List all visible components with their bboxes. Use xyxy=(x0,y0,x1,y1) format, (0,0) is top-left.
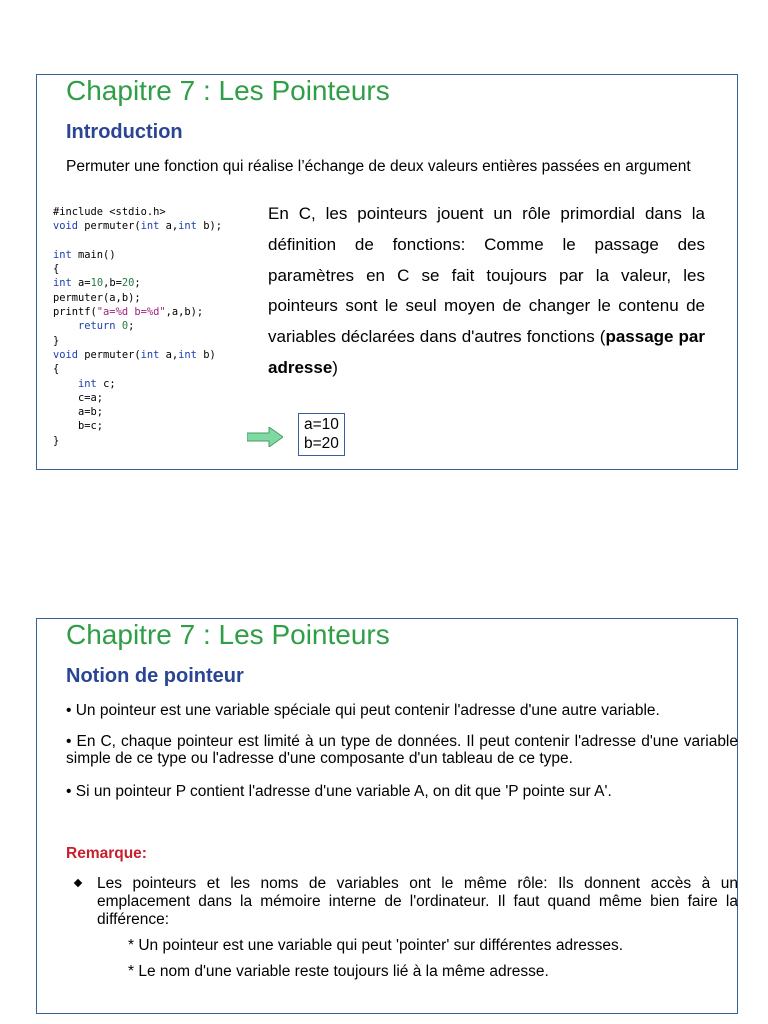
code-line: } xyxy=(53,334,60,347)
section-heading: Notion de pointeur xyxy=(66,665,244,687)
section-heading: Introduction xyxy=(66,121,183,143)
code-line xyxy=(53,234,263,248)
code-line: #include <stdio.h> xyxy=(53,206,166,218)
slide-introduction xyxy=(36,74,738,470)
slide-title: Chapitre 7 : Les Pointeurs xyxy=(66,619,390,650)
paragraph-open: ( xyxy=(599,327,606,347)
slide-notion-pointeur xyxy=(36,618,738,1014)
code-line: b=c; xyxy=(53,420,104,433)
code-line: { xyxy=(53,263,60,276)
code-line: return 0; xyxy=(78,320,135,333)
output-line: b=20 xyxy=(304,434,339,452)
slide-title: Chapitre 7 : Les Pointeurs xyxy=(66,75,390,106)
intro-text: Permuter une fonction qui réalise l’échange de deux valeurs entières passées en argument xyxy=(66,158,691,175)
remark-text: Les pointeurs et les noms de variables ont le même rôle: Ils donnent accès à un emplacement dans la mémoire interne de l'ordinateur. Il faut quand même bien faire la différence: xyxy=(97,875,738,928)
code-line: a=b; xyxy=(53,406,104,419)
code-line: } xyxy=(53,434,60,447)
right-arrow-icon xyxy=(247,427,283,447)
code-line: void permuter(int a,int b); xyxy=(53,220,222,233)
code-line: permuter(a,b); xyxy=(53,291,141,304)
paragraph-bold: passage par adresse xyxy=(268,327,705,377)
code-line: printf("a=%d b=%d",a,b); xyxy=(53,306,204,319)
output-box xyxy=(298,413,345,456)
sub-item: * Le nom d'une variable reste toujours lié à la même adresse. xyxy=(128,963,549,980)
explanation-paragraph xyxy=(268,199,705,384)
code-line: int a=10,b=20; xyxy=(53,277,141,290)
remark-item xyxy=(66,875,738,929)
output-line: a=10 xyxy=(304,416,339,433)
code-line: c=a; xyxy=(53,391,104,404)
remark-label: Remarque: xyxy=(66,845,147,862)
bullet-item: • Si un pointeur P contient l'adresse d'une variable A, on dit que 'P pointe sur A'. xyxy=(66,783,612,800)
diamond-bullet-icon xyxy=(74,879,82,887)
code-line: int c; xyxy=(78,377,116,390)
paragraph-text: En C, les pointeurs jouent un rôle primordial dans la définition de fonctions: Comme le passage des paramètres en C se fait toujours par la valeur, les pointeurs sont le seul moyen de changer le contenu de variables déclarées dans d'autres fonctions xyxy=(268,204,705,347)
code-line: { xyxy=(53,363,60,376)
code-snippet xyxy=(53,205,263,448)
bullet-item: • Un pointeur est une variable spéciale qui peut contenir l'adresse d'une autre variable. xyxy=(66,702,660,719)
code-line: int main() xyxy=(53,248,116,261)
bullet-item: • En C, chaque pointeur est limité à un type de données. Il peut contenir l'adresse d'une variable simple de ce type ou l'adresse d'une composante d'un tableau de ce type. xyxy=(66,733,738,767)
paragraph-close: ) xyxy=(332,357,338,377)
sub-item: * Un pointeur est une variable qui peut 'pointer' sur différentes adresses. xyxy=(128,937,624,954)
code-line: void permuter(int a,int b) xyxy=(53,348,216,361)
